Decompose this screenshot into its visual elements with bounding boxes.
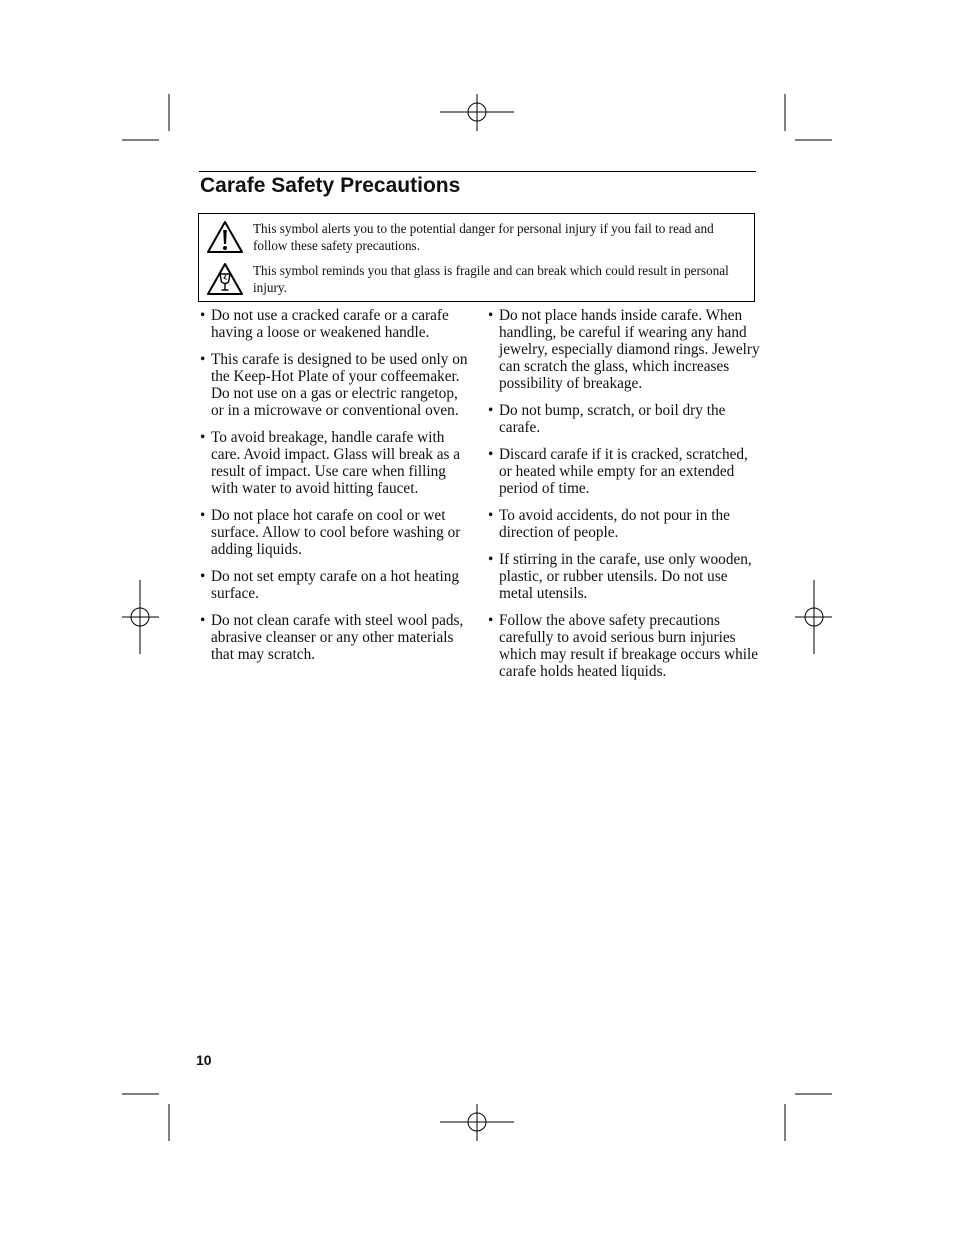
list-item: • Do not clean carafe with steel wool pads, abrasive cleanser or any other materials that may scratch. [200, 612, 470, 663]
safety-symbols-box [198, 213, 755, 302]
list-item: • Do not bump, scratch, or boil dry the carafe. [488, 402, 760, 436]
broken-glass-triangle-icon [206, 262, 244, 296]
list-item: • Follow the above safety precautions carefully to avoid serious burn injuries which may result if breakage occurs while carafe holds heated liquids. [488, 612, 760, 680]
list-item: • Do not place hands inside carafe. When handling, be careful if wearing any hand jewelry, especially diamond rings. Jewelry can scratch the glass, which increases possibility of breakage. [488, 307, 760, 392]
symbol-glass-text: This symbol reminds you that glass is fragile and can break which could result in personal injury. [253, 263, 729, 295]
list-item: • Do not use a cracked carafe or a carafe having a loose or weakened handle. [200, 307, 470, 341]
symbol-alert-text: This symbol alerts you to the potential danger for personal injury if you fail to read and follow these safety precautions. [253, 221, 714, 253]
precautions-left-column [200, 307, 470, 673]
list-item: • To avoid breakage, handle carafe with care. Avoid impact. Glass will break as a result of impact. Use care when filling with water to avoid hitting faucet. [200, 429, 470, 497]
precautions-right-column [488, 307, 760, 690]
list-item: • Discard carafe if it is cracked, scratched, or heated while empty for an extended period of time. [488, 446, 760, 497]
list-item: • Do not set empty carafe on a hot heating surface. [200, 568, 470, 602]
list-item: • To avoid accidents, do not pour in the direction of people. [488, 507, 760, 541]
list-item: • This carafe is designed to be used only on the Keep-Hot Plate of your coffeemaker. Do not use on a gas or electric rangetop, or in a microwave or conventional oven. [200, 351, 470, 419]
page-number: 10 [196, 1052, 212, 1068]
warning-triangle-icon [206, 220, 244, 254]
list-item: • If stirring in the carafe, use only wooden, plastic, or rubber utensils. Do not use metal utensils. [488, 551, 760, 602]
list-item: • Do not place hot carafe on cool or wet surface. Allow to cool before washing or adding liquids. [200, 507, 470, 558]
page-title: Carafe Safety Precautions [200, 174, 461, 197]
